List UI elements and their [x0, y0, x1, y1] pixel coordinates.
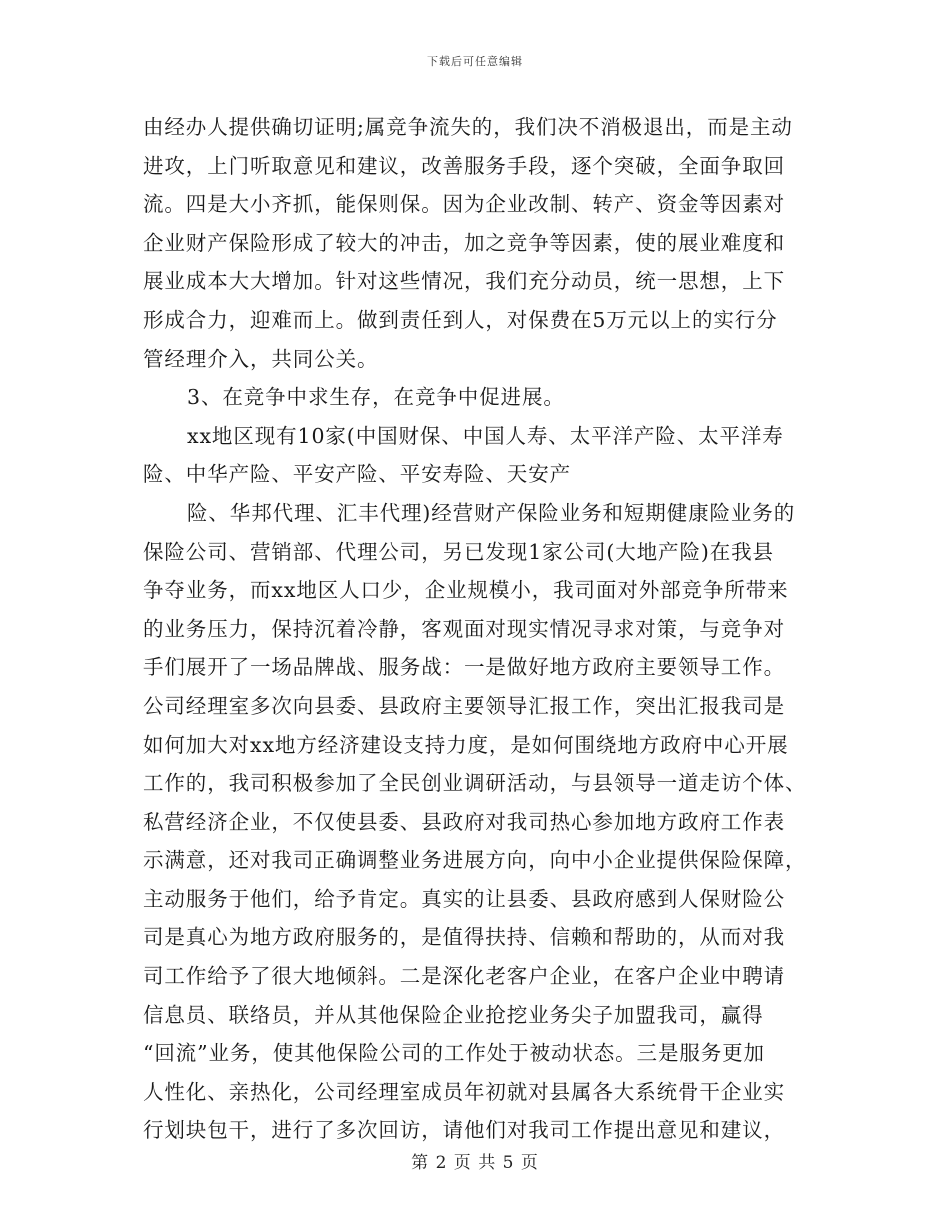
text-line: 行划块包干，进行了多次回访，请他们对我司工作提出意见和建议，: [143, 1118, 785, 1143]
text-line: “回流”业务，使其他保险公司的工作处于被动状态。三是服务更加: [143, 1041, 765, 1066]
text-line: 由经办人提供确切证明;属竞争流失的，我们决不消极退出，而是主动: [143, 115, 793, 139]
text-line: 的业务压力，保持沉着冷静，客观面对现实情况寻求对策，与竞争对: [143, 616, 785, 641]
paragraph-start: 险、华邦代理、汇丰代理)经营财产保险业务和短期健康险业务的: [187, 500, 796, 525]
paragraph-start: xx地区现有10家(中国财保、中国人寿、太平洋产险、太平洋寿: [187, 423, 784, 448]
section-heading: 3、在竞争中求生存，在竞争中促进展。: [187, 385, 565, 410]
text-line: 争夺业务，而xx地区人口少，企业规模小，我司面对外部竞争所带来: [143, 578, 789, 603]
text-line: 公司经理室多次向县委、县政府主要领导汇报工作，突出汇报我司是: [143, 693, 785, 718]
text-line: 如何加大对xx地方经济建设支持力度，是如何围绕地方政府中心开展: [143, 732, 789, 757]
text-line: 展业成本大大增加。针对这些情况，我们充分动员，统一思想，上下: [143, 269, 785, 294]
text-line: 保险公司、营销部、代理公司，另已发现1家公司(大地产险)在我县: [143, 539, 774, 564]
text-line: 企业财产保险形成了较大的冲击，加之竞争等因素，使的展业难度和: [143, 230, 785, 255]
text-line: 进攻，上门听取意见和建议，改善服务手段，逐个突破，全面争取回: [143, 153, 785, 178]
text-line: 信息员、联络员，并从其他保险企业抢挖业务尖子加盟我司，赢得: [143, 1002, 764, 1027]
text-line: 司是真心为地方政府服务的，是值得扶持、信赖和帮助的，从而对我: [143, 925, 785, 950]
text-line: 主动服务于他们，给予肯定。真实的让县委、县政府感到人保财险公: [143, 886, 785, 911]
text-line: 私营经济企业，不仅使县委、县政府对我司热心参加地方政府工作表: [143, 809, 785, 834]
text-line: 手们展开了一场品牌战、服务战：一是做好地方政府主要领导工作。: [143, 655, 785, 680]
document-body: [143, 108, 813, 1150]
text-line: 司工作给予了很大地倾斜。二是深化老客户企业，在客户企业中聘请: [143, 964, 785, 989]
text-line: 流。四是大小齐抓，能保则保。因为企业改制、转产、资金等因素对: [143, 192, 785, 217]
text-line: 险、中华产险、平安产险、平安寿险、天安产: [143, 462, 571, 487]
text-line: 人性化、亲热化，公司经理室成员年初就对县属各大系统骨干企业实: [143, 1079, 785, 1104]
text-line: 示满意，还对我司正确调整业务进展方向，向中小企业提供保险保障，: [143, 848, 807, 873]
page-header: 下载后可任意编辑: [427, 55, 523, 68]
page-number-footer: 第 2 页 共 5 页: [411, 1153, 539, 1173]
text-line: 工作的，我司积极参加了全民创业调研活动，与县领导一道走访个体、: [143, 771, 807, 796]
text-line: 管经理介入，共同公关。: [143, 346, 379, 371]
text-line: 形成合力，迎难而上。做到责任到人，对保费在5万元以上的实行分: [143, 307, 778, 332]
